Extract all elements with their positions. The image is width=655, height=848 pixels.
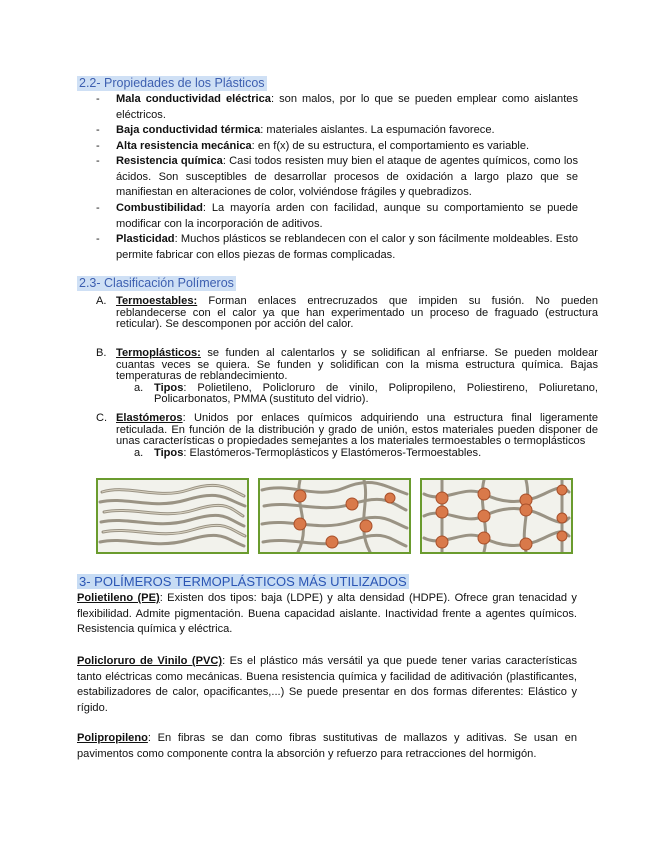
item-term: Resistencia química	[116, 155, 223, 168]
item-term: Termoestables:	[116, 295, 198, 307]
entry-term: Policloruro de Vinilo (PVC)	[77, 655, 223, 667]
item-text: Forman enlaces entrecruzados que impiden su fusión. No pueden reblandecerse con el calor ya que han experimentado un proceso de fraguado (estructura reticular). Se descomponen por acción del calor.	[116, 295, 598, 330]
entry-text: : Existen dos tipos: baja (LDPE) y alta densidad (HDPE). Ofrece gran tenacidad y flexibilidad. Admite pigmentación. Buena capacidad aislante. Inactividad frente a agentes químicos. Resistencia química y eléctrica.	[77, 592, 577, 636]
list-item: - Alta resistencia mecánica: en f(x) de su estructura, el comportamiento es variable.	[96, 139, 530, 152]
item-term: Alta resistencia mecánica	[116, 139, 252, 152]
polymer-entry-pe	[77, 591, 577, 638]
list-item: - Baja conductividad térmica: materiales aislantes. La espumación favorece.	[96, 124, 495, 136]
item-term: Termoplásticos:	[116, 347, 201, 359]
list-item: - Plasticidad: Muchos plásticos se reblandecen con el calor y son fácilmente moldeables. Esto permite fabricar con ellos piezas de formas complicadas.	[96, 233, 578, 261]
item-term: Elastómeros	[116, 412, 183, 424]
item-text: : en f(x) de su estructura, el comportamiento es variable.	[251, 139, 530, 152]
item-marker: A.	[96, 295, 107, 307]
classification-item-c	[96, 413, 598, 459]
item-term: Combustibilidad	[116, 202, 203, 215]
polymer-entry-pvc	[77, 654, 577, 716]
polymer-entry-pp	[77, 731, 577, 762]
section-2-2-title: 2.2- Propiedades de los Plásticos	[79, 76, 265, 90]
item-text: : La mayoría arden con facilidad, aunque su comportamiento se puede modificar con la incorporación de aditivos.	[116, 202, 578, 230]
entry-text: : Es el plástico más versátil ya que puede tener varias características tanto eléctricas como mecánicas. Buena resistencia química y facilidad de aditivación (plastificantes, estabilizadores de calor, opacificantes,...) Se puede presentar en dos formas diferentes: Elástico y rígido.	[77, 655, 578, 714]
sub-marker: a.	[134, 446, 144, 459]
section-3-title: 3- POLÍMEROS TERMOPLÁSTICOS MÁS UTILIZADOS	[79, 574, 407, 589]
sub-term: Tipos	[154, 446, 184, 459]
lightly-crosslinked-illustration	[260, 480, 409, 552]
sub-item	[134, 448, 598, 460]
list-item: - Combustibilidad: La mayoría arden con facilidad, aunque su comportamiento se puede modificar con la incorporación de aditivos.	[96, 202, 578, 230]
item-text: : son malos, por lo que se pueden emplear como aislantes eléctricos.	[116, 93, 578, 121]
item-marker: B.	[96, 347, 107, 359]
classification-item-a	[96, 296, 598, 331]
crosslinked-network-illustration	[422, 480, 571, 552]
item-text: : materiales aislantes. La espumación favorece.	[260, 124, 495, 136]
item-text: : Muchos plásticos se reblandecen con el calor y son fácilmente moldeables. Esto permite fabricar con ellos piezas de formas complicadas.	[116, 233, 578, 261]
item-term: Mala conductividad eléctrica	[116, 93, 271, 105]
list-item: - Mala conductividad eléctrica: son malos, por lo que se pueden emplear como aislantes eléctricos.	[96, 93, 578, 121]
item-term: Plasticidad	[116, 233, 175, 246]
item-text: se funden al calentarlos y se solidifican al enfriarse. Se pueden moldear cuantas veces se quiera. Se funden y solidifican con la misma estructura química. Bajas temperaturas de reblandecimiento.	[116, 347, 598, 382]
entry-term: Polipropileno	[77, 732, 148, 744]
list-item: - Resistencia química: Casi todos resisten muy bien el ataque de agentes químicos, como los ácidos. Son susceptibles de desarrollar procesos de oxidación a largo plazo que se manifiestan en alteraciones de color, volviéndose frágiles y quebradizos.	[96, 155, 579, 199]
item-text: : Unidos por enlaces químicos adquiriendo una estructura final ligeramente reticulada. En función de la distribución y grado de unión, estos materiales pueden disponer de unas características o propiedades semejantes a los materiales termoestables o termoplásticos	[116, 412, 598, 447]
bullet-list-properties	[96, 92, 578, 263]
entry-term: Polietileno (PE)	[77, 592, 160, 604]
entry-text: : En fibras se dan como fibras sustitutivas de mallazos y aditivas. Se usan en pavimentos como componente contra la absorción y refuerzo para retracciones del hormigón.	[77, 732, 577, 760]
sub-marker: a.	[134, 381, 144, 394]
thermoset-structure-figure	[420, 478, 573, 554]
linear-chains-illustration	[98, 480, 247, 552]
item-term: Baja conductividad térmica	[116, 124, 261, 136]
item-text: : Casi todos resisten muy bien el ataque de agentes químicos, como los ácidos. Son susceptibles de desarrollar procesos de oxidación a largo plazo que se manifiestan en alteraciones de color, volviéndose frágiles y quebradizos.	[116, 155, 579, 199]
item-marker: C.	[96, 412, 108, 424]
sub-item	[134, 383, 598, 406]
section-2-3-title: 2.3- Clasificación Polímeros	[79, 276, 234, 290]
sub-text: : Elastómeros-Termoplásticos y Elastómeros-Termoestables.	[183, 446, 482, 459]
sub-term: Tipos	[154, 381, 184, 394]
thermoplastic-structure-figure	[96, 478, 249, 554]
classification-item-b	[96, 348, 598, 406]
elastomer-structure-figure	[258, 478, 411, 554]
sub-text: : Polietileno, Policloruro de vinilo, Polipropileno, Poliestireno, Poliuretano, Policarbonatos, PMMA (sustituto del vidrio).	[154, 381, 598, 405]
